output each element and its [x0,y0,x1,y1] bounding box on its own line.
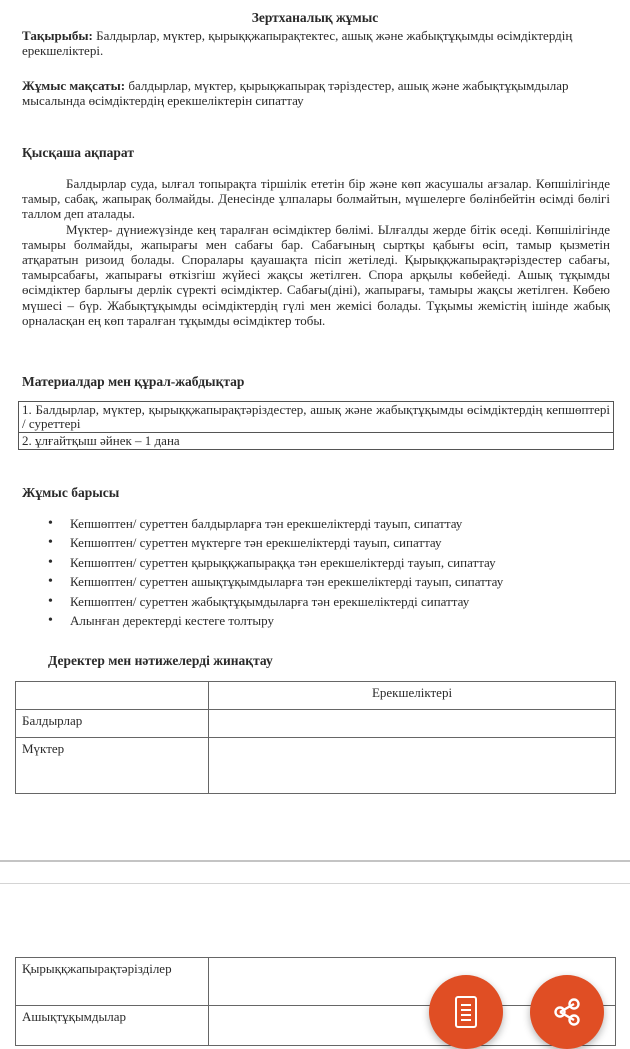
table-row [16,738,616,794]
materials-table [18,401,614,450]
procedure-heading: Жұмыс барысы [22,485,120,500]
materials-heading: Материалдар мен құрал-жабдықтар [22,374,245,389]
page-break-divider [0,860,630,862]
table-row [19,433,614,450]
list-item: • Кепшөптен/ суреттен жабықтұқымдыларға тән ерекшеліктерді сипаттау [48,592,503,611]
procedure-list [48,514,503,630]
share-button[interactable] [530,975,604,1049]
results-row-label: Мүктер [16,738,209,794]
results-header-features: Ерекшеліктері [209,682,616,710]
aim-line [22,78,612,108]
topic-label: Тақырыбы: [22,28,93,43]
results-table [15,681,616,794]
info-body [22,176,610,328]
results-cell[interactable] [209,710,616,738]
list-item: • Алынған деректерді кестеге толтыру [48,611,503,630]
table-row [19,402,614,433]
topic-text: Балдырлар, мүктер, қырыққжапырақтектес, ашық және жабықтұқымды өсімдіктердің ерекшеліктері. [22,28,573,58]
page-title: Зертханалық жұмыс [251,10,379,25]
list-item: • Кепшөптен/ суреттен қырыққжапыраққа тән ерекшеліктерді тауып, сипаттау [48,553,503,572]
results-cell[interactable] [209,738,616,794]
data-heading: Деректер мен нәтижелерді жинақтау [48,653,273,668]
info-heading: Қысқаша ақпарат [22,145,134,160]
document-button[interactable] [429,975,503,1049]
share-icon [550,995,584,1029]
topic-line [22,28,612,58]
page-break-divider-secondary [0,883,630,884]
results-row-label: Қырыққжапырақтәрізділер [16,958,209,1006]
aim-text: балдырлар, мүктер, қырықжапырақ тәріздестер, ашық және жабықтұқымдылар мысалында өсімдіктердің ерекшеліктерін сипаттау [22,78,569,108]
list-item: • Кепшөптен/ суреттен ашықтұқымдыларға тән ерекшеліктерді тауып, сипаттау [48,572,503,591]
results-table-continued [15,957,616,1046]
document-icon [451,995,481,1029]
table-row [16,1006,616,1046]
list-item: • Кепшөптен/ суреттен мүктерге тән ерекшеліктерді тауып, сипаттау [48,533,503,552]
materials-item-1: 1. Балдырлар, мүктер, қырыққжапырақтәріздестер, ашық және жабықтұқымды өсімдіктердің кепшөптері / суреттері [19,402,614,433]
materials-item-2: 2. ұлғайтқыш әйнек – 1 дана [19,433,614,450]
table-row [16,682,616,710]
table-row [16,710,616,738]
aim-label: Жұмыс мақсаты: [22,78,126,93]
list-item: • Кепшөптен/ суреттен балдырларға тән ерекшеліктерді тауып, сипаттау [48,514,503,533]
results-row-label: Ашықтұқымдылар [16,1006,209,1046]
results-row-label: Балдырлар [16,710,209,738]
info-paragraph-1: Балдырлар суда, ылғал топырақта тіршілік ететін бір және көп жасушалы ағзалар. Көпшілігінде тамыр, сабақ, жапырақ болмайды. Денесінде ұлпалары болмайтын, мүшелерге бөлінбейтін өсімді бөлігі таллом деп аталады. [22,176,610,222]
info-paragraph-2: Мүктер- дүниежүзінде кең таралған өсімдіктер бөлімі. Ылғалды жерде бітік өседі. Көпшілігінде тамыры болмайды, жапырағы мен сабағы бар. Сабағының сыртқы қабығы өсіп, тамыр қызметін атқаратын ризоид болады. Споралары қауашақта пісіп жетіледі. Қырыққжапырақтәріздестер сабағы, тамырсабағы, жапырағы өткізгіш жүйесі жақсы жетілген. Спора арқылы көбейеді. Ашық тұқымды өсімдіктер барлығы дерлік сүректі өсімдіктер. Сабағы(діні), жапырағы, тамыры жақсы жетілген. Көбею мүшесі – бүр. Жабықтұқымды өсімдіктердің гүлі мен жемісі болады. Тұқымы жемістің ішінде жабық орналасқан ең көп таралған тұқымды өсімдіктер тобы. [22,221,610,328]
results-header-empty [16,682,209,710]
table-row [16,958,616,1006]
